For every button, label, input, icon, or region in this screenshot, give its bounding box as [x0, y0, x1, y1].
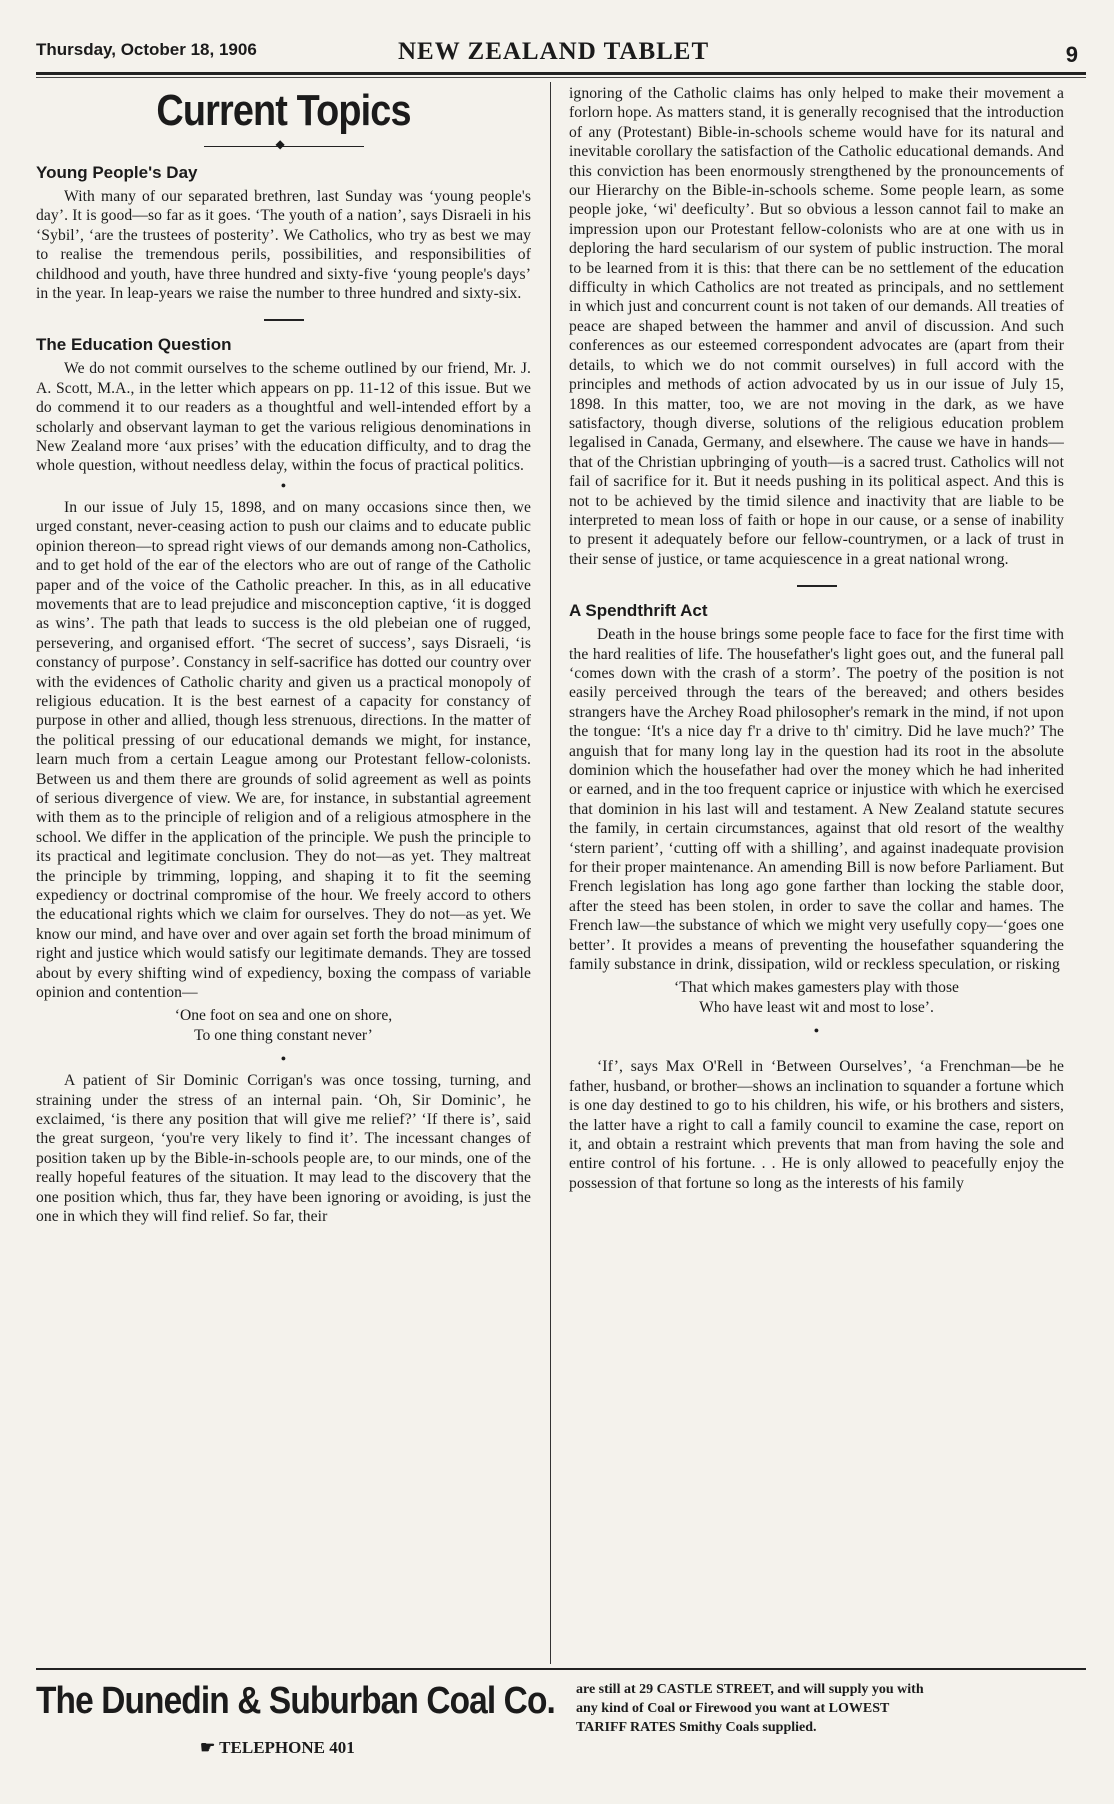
paragraph: ‘If’, says Max O'Rell in ‘Between Ourselves’, ‘a Frenchman—be he father, husband, or brother—shows an inclination to squander a fortune which is one day destined to go to his children, his wife, or his brothers and sisters, the latter have a right to call a family council to examine the case, report on it, and obtain a restraint which prevents that man from having the sole and entire control of his fortune. . . He is only allowed to peacefully enjoy the possession of that fortune so long as the interests of his family — [569, 1058, 1064, 1192]
paragraph: We do not commit ourselves to the scheme outlined by our friend, Mr. J. A. Scott, M.A., in the letter which appears on pp. 11-12 of this issue. But we do commend it to our readers as a thoughtful and well-intended effort by a scholarly and observant layman to get the various religious denominations in New Zealand more ‘aux prises’ with the education difficulty, and to drag the whole question, without needless delay, within the focus of practical politics. — [36, 360, 531, 475]
page-number: 9 — [1065, 42, 1078, 67]
quote-line: ‘One foot on sea and one on shore, — [174, 1007, 393, 1025]
ad-line: TARIFF RATES Smithy Coals supplied. — [576, 1720, 817, 1735]
advertisement-text — [576, 1680, 1066, 1737]
heading-education-question: The Education Question — [36, 335, 232, 355]
paragraph: A patient of Sir Dominic Corrigan's was once tossing, turning, and straining under the stress of an internal pain. ‘Oh, Sir Dominic’, he exclaimed, ‘is there any position that will give me relief?’ ‘If there is’, said the great surgeon, ‘you're very likely to find it’. The incessant changes of position taken up by the Bible-in-schools people are, to our minds, one of the really hopeful features of the situation. It may lead to the discovery that the one position which, thus far, they have been ignoring or avoiding, is just the one in which they will find relief. So far, their — [36, 1072, 531, 1226]
masthead-ornament — [204, 146, 364, 147]
paragraph-separator: ● — [280, 1053, 287, 1064]
quote-line: ‘That which makes gamesters play with those — [674, 979, 959, 997]
verse-quote — [569, 978, 1064, 1017]
heading-spendthrift-act: A Spendthrift Act — [569, 601, 708, 621]
paragraph-separator: ● — [813, 1025, 820, 1036]
footer-rule — [36, 1668, 1086, 1670]
advertiser-telephone: ☛ TELEPHONE 401 — [200, 1738, 355, 1757]
verse-quote — [36, 1006, 531, 1045]
issue-date: Thursday, October 18, 1906 — [36, 40, 257, 59]
paragraph-separator: ● — [280, 479, 287, 490]
ad-line: any kind of Coal or Firewood you want at LOWEST — [576, 1701, 890, 1716]
header-rule — [36, 72, 1086, 75]
paragraph: In our issue of July 15, 1898, and on many occasions since then, we urged constant, never-ceasing action to push our claims and to educate public opinion thereon—to spread right views of our demands among non-Catholics, and to get hold of the ear of the electors who are out of range of the Catholic paper and of the voice of the Catholic preacher. In this, as in all educative movements that are to lead prejudice and misconception captive, ‘it is dogged as wins’. The path that leads to success is the old plebeian one of rugged, persevering, and organised effort. ‘The secret of success’, says Disraeli, ‘is constancy of purpose’. Constancy in self-sacrifice has dotted our country over with the evidences of Catholic charity and given us a practical monopoly of religious education. It is the best earnest of a capacity for constancy of purpose in other and allied, though less strenuous, directions. In the matter of the political pressing of our educational demands we might, for instance, learn much from a certain League among our Protestant fellow-colonists. Between us and them there are grounds of solid agreement as well as points of serious divergence of view. We are, for instance, in substantial agreement with them as to the principle of religion and of a religious atmosphere in the school. We differ in the application of the principle. We push the principle to its practical and legitimate conclusion. They do not—as yet. They maltreat the principle by trimming, lopping, and shaping it to fit the seeming expediency or doctrinal compromise of the hour. We freely accord to others the educational rights which we claim for ourselves. They do not—as yet. We know our mind, and have over and over again set forth the broad minimum of right and justice which would satisfy our legitimate demands. They are tossed about by every shifting wind of expediency, boxing the compass of variable opinion and contention— — [36, 498, 531, 1002]
heading-young-peoples-day: Young People's Day — [36, 163, 198, 182]
section-divider — [797, 585, 837, 587]
section-masthead: Current Topics — [156, 86, 411, 135]
paragraph: ignoring of the Catholic claims has only helped to make their movement a forlorn hope. As matters stand, it is generally recognised that the introduction of any (Protestant) Bible-in-schools scheme would have for its natural and inevitable corollary the satisfaction of the Catholic educational demands. And this conviction has been enormously strengthened by the pronouncements of our Hierarchy on the Bible-in-schools scheme. Some people learn, as some people joke, ‘wi' deeficulty’. But so obvious a lesson cannot fail to make an impression upon our Protestant fellow-colonists who are at one with us in deploring the hard secularism of our system of public instruction. The moral to be learned from it is this: that there can be no settlement of the education difficulty in which Catholics are not treated as principals, and no settlement in which just and concurrent count is not taken of our demands. All treaties of peace are shaped between the hammer and anvil of discussion. And such conferences as our esteemed correspondent advocates are (apart from their details, to which we do not commit ourselves) in full accord with the principles and methods of action advocated by us in our issue of July 15, 1898. In this matter, too, we are not moving in the dark, as we have satisfactory, though diverse, solutions of the religious education problem legalised in Canada, Germany, and elsewhere. The cause we have in hands—that of the Christian upbringing of youth—is a sacred trust. Catholics will not fail of sacrifice for it. But it needs pushing in its political aspect. And this is not to be achieved by the timid silence and inactivity that are liable to be interpreted to mean loss of faith or hope in our cause, or a sense of inability to present it adequately before our fellow-countrymen, or a lack of trust in their sense of justice, or tame acquiescence in a great national wrong. — [569, 85, 1064, 568]
header-rule-thin — [36, 77, 1086, 78]
page-header — [36, 38, 1086, 74]
right-column — [569, 84, 1064, 1664]
publication-title: NEW ZEALAND TABLET — [398, 38, 710, 65]
left-column — [36, 84, 531, 1664]
paragraph: With many of our separated brethren, last Sunday was ‘young people's day’. It is good—so far as it goes. ‘The youth of a nation’, says Disraeli in his ‘Sybil’, ‘are the trustees of posterity’. We Catholics, who try as best we may to realise the tremendous perils, possibilities, and responsibilities of childhood and youth, have three hundred and sixty-five ‘young people's days’ in the year. In leap-years we raise the number to three hundred and sixty-six. — [36, 188, 531, 303]
advertiser-name: The Dunedin & Suburban Coal Co. — [36, 1680, 555, 1722]
quote-line: To one thing constant never’ — [194, 1026, 373, 1044]
section-divider — [264, 319, 304, 321]
quote-line: Who have least wit and most to lose’. — [699, 998, 934, 1016]
ad-line: are still at 29 CASTLE STREET, and will supply you with — [576, 1682, 924, 1697]
paragraph: Death in the house brings some people face to face for the first time with the hard realities of life. The housefather's light goes out, and the funeral pall ‘comes down with the crash of a storm’. The poetry of the position is not easily perceived through the tears of the bereaved; and others besides strangers have the Archey Road philosopher's remark in the mind, if not upon the tongue: ‘It's a nice day f'r a drive to th' cimitry. Did he lave much?’ The anguish that for many long lay in the question had its root in the absolute dominion which the housefather had over the money which he had inherited or earned, and in the too frequent caprice or injustice with which he exercised that dominion in his last will and testament. A New Zealand statute secures the family, in certain circumstances, against that old resort of the wealthy ‘stern parient’, ‘cutting off with a shilling’, and against inadequate provision for their proper maintenance. An amending Bill is now before Parliament. But French legislation has long ago gone farther than locking the stable door, after the steed has been stolen, in order to save the collar and hames. The French law—the substance of which we might very usefully copy—‘goes one better’. It provides a means of preventing the housefather squandering the family substance in drink, dissipation, wild or reckless speculation, or risking — [569, 626, 1064, 974]
column-divider — [550, 82, 551, 1664]
